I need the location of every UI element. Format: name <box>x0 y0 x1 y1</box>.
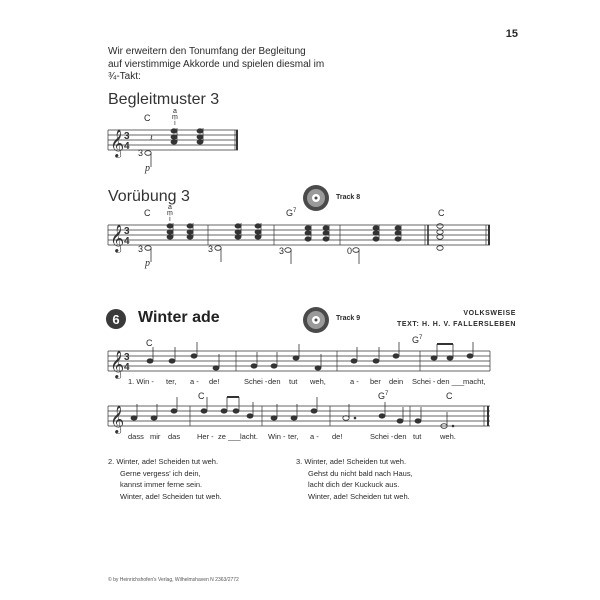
chord-label: C <box>144 113 151 123</box>
intro-line: Wir erweitern den Tonumfang der Begleitung <box>108 46 306 57</box>
lyric-syllable: weh, <box>310 377 326 386</box>
bass-finger-number: 3 <box>279 246 285 256</box>
treble-clef-icon: 𝄞 <box>110 130 125 157</box>
cd-icon <box>303 185 329 211</box>
lyric-syllable: Win - <box>268 432 286 441</box>
song-title: Winter ade <box>138 309 220 326</box>
svg-text:4: 4 <box>124 236 130 247</box>
notes-voruebung <box>145 223 443 264</box>
treble-clef-icon: 𝄞 <box>110 351 125 378</box>
track-label: Track 9 <box>336 315 361 322</box>
lyric-syllable: de! <box>332 432 343 441</box>
intro-line: ¾-Takt: <box>108 71 141 82</box>
svg-text:3: 3 <box>124 352 130 363</box>
dynamic-marking: p <box>145 163 150 174</box>
lyric-syllable: den <box>268 377 281 386</box>
time-signatures <box>124 131 130 373</box>
chord-label: C <box>144 208 151 218</box>
svg-text:3: 3 <box>124 226 130 237</box>
notes-song-line-2 <box>131 397 454 428</box>
bass-finger-number: 3 <box>138 148 144 158</box>
lyric-syllable: dein <box>389 377 404 386</box>
copyright-footer: © by Heinrichshofen's Verlag, Wilhelmshaven N 2363/2772 <box>108 577 239 583</box>
treble-clef-icon: 𝄞 <box>110 225 125 252</box>
cd-icon <box>303 307 329 333</box>
lyric-syllable: weh. <box>440 432 456 441</box>
lyric-syllable: den ___ <box>437 377 465 386</box>
svg-text:4: 4 <box>124 141 130 152</box>
lyric-syllable: tut <box>289 377 298 386</box>
lyric-syllable: ze ___ <box>218 432 241 441</box>
notes-begleitmuster <box>145 128 203 167</box>
lyric-syllable: a - <box>190 377 199 386</box>
chord-label: C <box>438 208 445 218</box>
intro-line: auf vierstimmige Akkorde und spielen diesmal im <box>108 58 325 70</box>
treble-clef-icon: 𝄞 <box>110 406 125 433</box>
lyric-syllable: ter, <box>166 377 177 386</box>
chord-stack <box>171 128 203 144</box>
lyric-syllable: ber <box>370 377 381 386</box>
staff-voruebung <box>108 225 490 245</box>
lyric-syllable: Her - <box>197 432 214 441</box>
verse-2: 2. Winter, ade! Scheiden tut weh. Gerne vergess' ich dein, kannst immer ferne sein. Winter, ade! Scheiden tut weh. <box>108 457 222 501</box>
svg-text:4: 4 <box>124 362 130 373</box>
lyric-syllable: Schei - <box>412 377 436 386</box>
bass-finger-number: 3 <box>138 244 144 254</box>
fingering-stack: a m i <box>172 108 178 127</box>
lyric-syllable: Schei - <box>244 377 268 386</box>
staff-song-line-2 <box>108 406 490 426</box>
lyric-syllable: lacht. <box>240 432 258 441</box>
clefs <box>110 130 124 434</box>
lyric-syllable: macht, <box>463 377 486 386</box>
chord-label: C <box>146 338 153 348</box>
lyric-syllable: tut <box>413 432 422 441</box>
section-title-begleitmuster: Begleitmuster 3 <box>108 91 220 108</box>
dynamic-marking: p <box>145 258 150 269</box>
lyric-syllable: ter, <box>288 432 299 441</box>
song-number-badge: 6 <box>106 309 126 329</box>
lyric-syllable: Schei - <box>370 432 394 441</box>
lyric-syllable: a - <box>310 432 319 441</box>
page-number: 15 <box>505 28 518 40</box>
section-title-voruebung: Vorübung 3 <box>108 188 190 205</box>
lyric-syllable: de! <box>209 377 220 386</box>
bass-finger-number: 3 <box>208 244 214 254</box>
chord-label: $G^7$ <box>378 391 389 401</box>
fingering-stack: a m i <box>167 204 173 223</box>
lyric-syllable: a - <box>350 377 359 386</box>
chord-label: C <box>198 391 205 401</box>
lyric-syllable: dass <box>128 432 144 441</box>
lyric-syllable: den <box>394 432 407 441</box>
verse-3: 3. Winter, ade! Scheiden tut weh. Gehst du nicht bald nach Haus, lacht dich der Kuckuck aus. Winter, ade! Scheiden tut weh. <box>296 457 413 501</box>
svg-text:3: 3 <box>124 131 130 142</box>
chord-label: $G^7$ <box>286 208 297 218</box>
song-credits: VOLKSWEISE TEXT: H. H. V. FALLERSLEBEN <box>396 310 516 328</box>
chord-label: C <box>446 391 453 401</box>
chord-label: $G^7$ <box>412 335 423 345</box>
lyric-syllable: mir <box>150 432 161 441</box>
lyric-syllable: das <box>168 432 181 441</box>
svg-text:𝄽: 𝄽 <box>150 133 153 143</box>
track-label: Track 8 <box>336 194 361 201</box>
lyric-syllable: 1. Win - <box>128 377 154 386</box>
bass-finger-number: 0 <box>347 246 353 256</box>
